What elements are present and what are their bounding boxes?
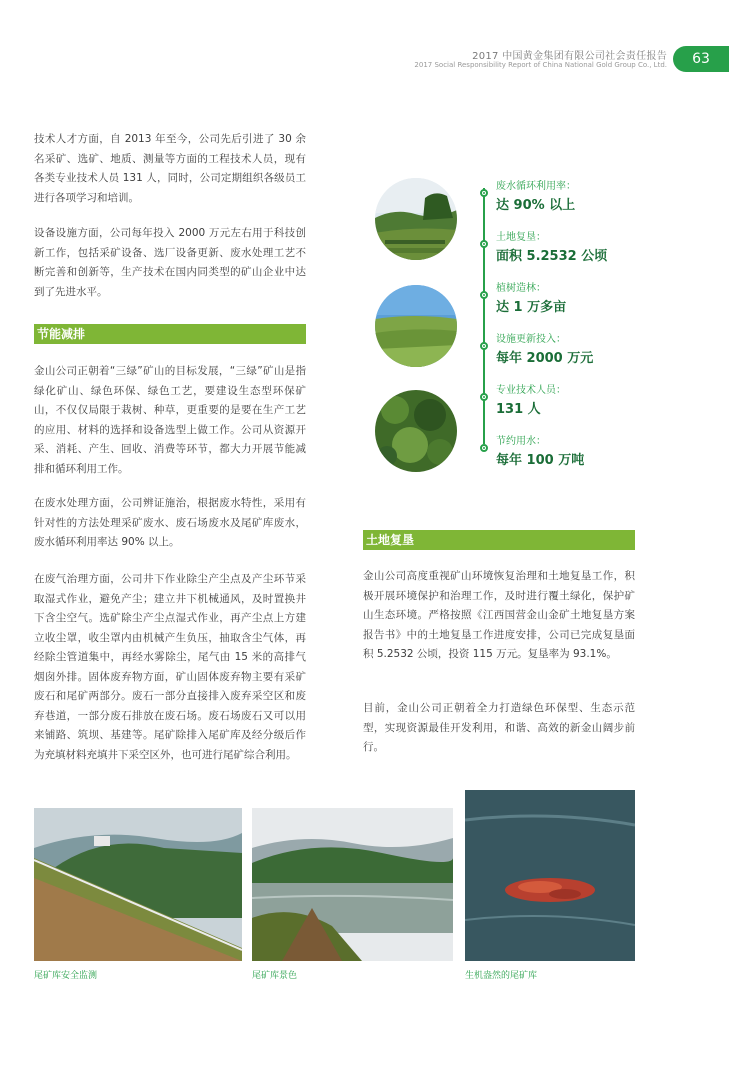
timeline-dot [480, 393, 488, 401]
paragraph-wastewater: 在废水处理方面，公司辨证施治，根据废水特性，采用有针对性的方法处理采矿废水、废石场废水及尾矿库废水，废水循环利用率达 90% 以上。 [34, 497, 306, 548]
stat-value-land-reclamation: 面积 5.2532 公顷 [496, 249, 608, 264]
timeline-dot [480, 342, 488, 350]
header-title-en: 2017 Social Responsibility Report of China National Gold Group Co., Ltd. [414, 61, 667, 69]
caption-vibrant-tailings: 生机盎然的尾矿库 [465, 971, 538, 981]
timeline-dot [480, 189, 488, 197]
timeline-line [483, 188, 485, 444]
paragraph-talent: 技术人才方面，自 2013 年至今，公司先后引进了 30 余名采矿、选矿、地质、测量等方面的工程技术人员，现有各类专业技术人员 131 人，同时，公司定期组织各级员工进行各项学习和培训。 [34, 133, 306, 204]
paragraph-waste-gas: 在废气治理方面，公司井下作业除尘产尘点及产尘环节采取湿式作业，避免产尘；建立井下机械通风，及时置换井下含尘空气。选矿除尘产尘点湿式作业，再产尘点上方建立收尘罩，收尘罩内由机械产生负压，抽取含尘气体，再经除尘管道集中，再经水雾除尘，尾气由 15 米的高排气烟囱外排。固体废弃物方面，矿山固体废弃物主要有采矿废石和尾矿两部分。废石一部分直接排入废弃采空区和废弃巷道，一部分废石排放在废石场。废石场废石又可以用来铺路、筑坝、基建等。尾矿除排入尾矿库及经分级后作为充填材料充填井下采空区外，也可进行尾矿综合利用。 [34, 573, 306, 761]
timeline-dot [480, 444, 488, 452]
stat-label-water-recycling: 废水循环利用率： [496, 181, 576, 192]
photo-circle-grassland [375, 285, 457, 367]
stat-value-facility-investment: 每年 2000 万元 [496, 351, 594, 366]
timeline-dot [480, 240, 488, 248]
timeline-dot [480, 291, 488, 299]
caption-tailings-monitoring: 尾矿库安全监测 [34, 971, 98, 981]
stat-label-technical-staff: 专业技术人员： [496, 385, 566, 396]
photo-circle-forest-hill [375, 178, 457, 260]
section-title-land-reclamation: 土地复垦 [363, 530, 635, 550]
stat-value-water-recycling: 达 90% 以上 [496, 198, 576, 213]
header-title-cn: 2017 中国黄金集团有限公司社会责任报告 [472, 51, 667, 62]
caption-tailings-scenery: 尾矿库景色 [252, 971, 298, 981]
paragraph-reclamation: 金山公司高度重视矿山环境恢复治理和土地复垦工作，积极开展环境保护和治理工作，及时进行覆土绿化，保护矿山生态环境。严格按照《江西国营金山金矿土地复垦方案报告书》中的土地复垦工作进度安排，公司已完成复垦面积 5.2532 公顷，投资 115 万元。复垦率为 93.1%。 [363, 570, 635, 660]
photo-tailings-monitoring [34, 808, 242, 961]
photo-circle-leaves [375, 390, 457, 472]
stat-value-water-saving: 每年 100 万吨 [496, 453, 585, 468]
stat-value-afforestation: 达 1 万多亩 [496, 300, 567, 315]
stat-label-afforestation: 植树造林： [496, 283, 546, 294]
photo-vibrant-tailings [465, 790, 635, 961]
stat-value-technical-staff: 131 人 [496, 402, 541, 417]
paragraph-green-mine: 金山公司正朝着“三绿”矿山的目标发展，“三绿”矿山是指绿化矿山、绿色环保、绿色工艺，要建设生态型环保矿山，不仅仅局限于栽树、种草，更重要的是要在生产工艺的应用、材料的选择和设备选型上做工作。公司从资源开采、消耗、产生、回收、消费等环节，都大力开展节能减排和循环利用工作。 [34, 365, 306, 475]
photo-tailings-scenery [252, 808, 453, 961]
paragraph-future: 目前，金山公司正朝着全力打造绿色环保型、生态示范型，实现资源最佳开发利用，和谐、高效的新金山阔步前行。 [363, 702, 635, 753]
section-title-energy-saving: 节能减排 [34, 324, 306, 344]
stat-label-water-saving: 节约用水： [496, 436, 546, 447]
stat-label-land-reclamation: 土地复垦： [496, 232, 546, 243]
page-number-badge: 63 [673, 46, 729, 72]
paragraph-equipment: 设备设施方面，公司每年投入 2000 万元左右用于科技创新工作，包括采矿设备、选厂设备更新、废水处理工艺不断完善和创新等，生产技术在国内同类型的矿山企业中达到了先进水平。 [34, 227, 306, 298]
stat-label-facility-investment: 设施更新投入： [496, 334, 566, 345]
